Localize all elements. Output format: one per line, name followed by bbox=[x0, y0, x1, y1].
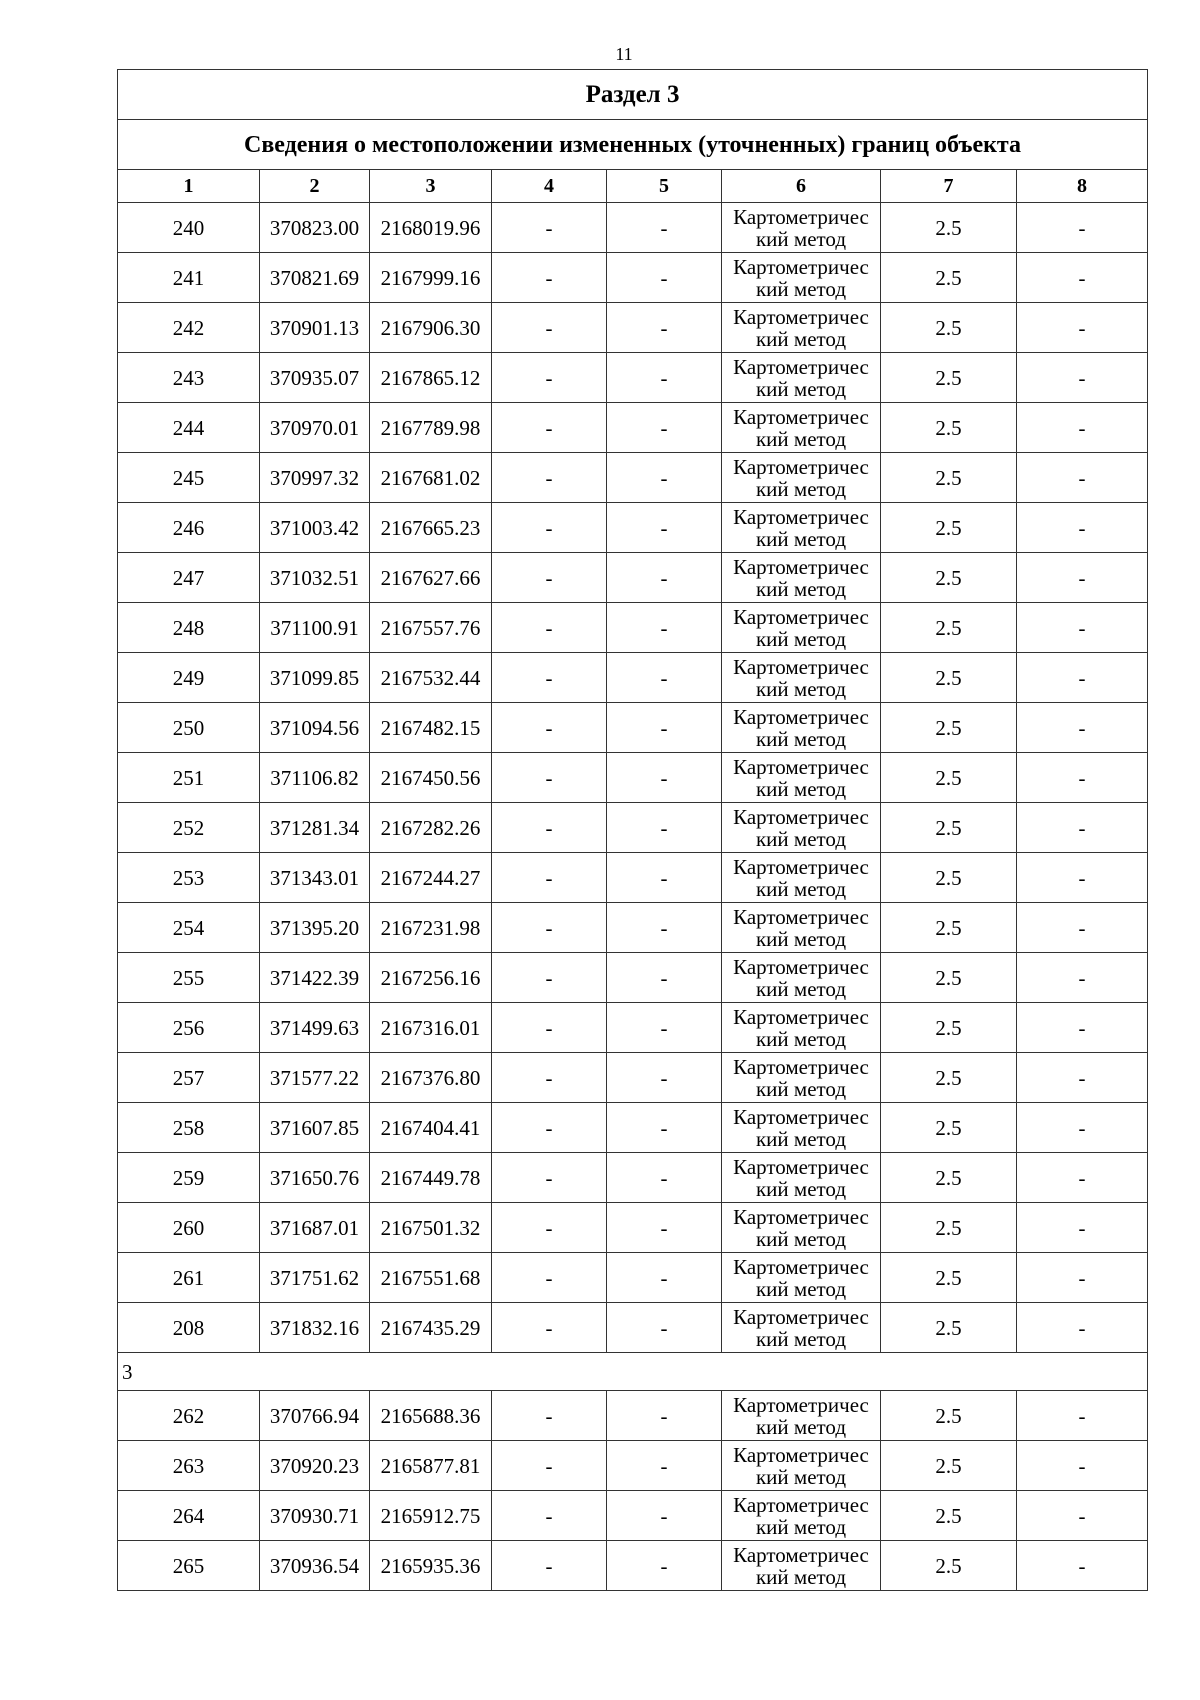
point-number: 260 bbox=[118, 1203, 260, 1253]
table-row bbox=[118, 1103, 1148, 1153]
coord-y: 2168019.96 bbox=[370, 203, 492, 253]
col-8-value: - bbox=[1017, 1203, 1148, 1253]
point-number: 256 bbox=[118, 1003, 260, 1053]
coord-y: 2167551.68 bbox=[370, 1253, 492, 1303]
table-row bbox=[118, 353, 1148, 403]
col-4-value: - bbox=[492, 853, 607, 903]
contour-row bbox=[118, 1353, 1148, 1391]
point-number: 254 bbox=[118, 903, 260, 953]
col-4-value: - bbox=[492, 1253, 607, 1303]
coord-y: 2165877.81 bbox=[370, 1441, 492, 1491]
column-number: 5 bbox=[607, 170, 722, 203]
point-number: 240 bbox=[118, 203, 260, 253]
table-row bbox=[118, 253, 1148, 303]
col-4-value: - bbox=[492, 1391, 607, 1441]
coordinates-table bbox=[117, 69, 1148, 1591]
accuracy: 2.5 bbox=[881, 1153, 1017, 1203]
coord-x: 371687.01 bbox=[260, 1203, 370, 1253]
point-number: 257 bbox=[118, 1053, 260, 1103]
col-5-value: - bbox=[607, 503, 722, 553]
accuracy: 2.5 bbox=[881, 1303, 1017, 1353]
method: Картометричес кий метод bbox=[722, 353, 881, 403]
point-number: 253 bbox=[118, 853, 260, 903]
method: Картометричес кий метод bbox=[722, 803, 881, 853]
col-4-value: - bbox=[492, 1053, 607, 1103]
col-5-value: - bbox=[607, 1003, 722, 1053]
coord-y: 2167999.16 bbox=[370, 253, 492, 303]
coord-y: 2167449.78 bbox=[370, 1153, 492, 1203]
method: Картометричес кий метод bbox=[722, 953, 881, 1003]
col-5-value: - bbox=[607, 1303, 722, 1353]
col-5-value: - bbox=[607, 1203, 722, 1253]
coord-y: 2167482.15 bbox=[370, 703, 492, 753]
col-8-value: - bbox=[1017, 203, 1148, 253]
point-number: 241 bbox=[118, 253, 260, 303]
col-5-value: - bbox=[607, 753, 722, 803]
col-5-value: - bbox=[607, 1491, 722, 1541]
coord-y: 2167501.32 bbox=[370, 1203, 492, 1253]
coord-x: 370821.69 bbox=[260, 253, 370, 303]
accuracy: 2.5 bbox=[881, 553, 1017, 603]
column-number-row bbox=[118, 170, 1148, 203]
column-number: 6 bbox=[722, 170, 881, 203]
accuracy: 2.5 bbox=[881, 1441, 1017, 1491]
point-number: 259 bbox=[118, 1153, 260, 1203]
col-4-value: - bbox=[492, 1541, 607, 1591]
coord-y: 2167681.02 bbox=[370, 453, 492, 503]
accuracy: 2.5 bbox=[881, 1541, 1017, 1591]
point-number: 258 bbox=[118, 1103, 260, 1153]
point-number: 248 bbox=[118, 603, 260, 653]
coord-x: 370823.00 bbox=[260, 203, 370, 253]
col-4-value: - bbox=[492, 1303, 607, 1353]
point-number: 243 bbox=[118, 353, 260, 403]
table-row bbox=[118, 1441, 1148, 1491]
table-row bbox=[118, 1053, 1148, 1103]
coord-y: 2167532.44 bbox=[370, 653, 492, 703]
point-number: 249 bbox=[118, 653, 260, 703]
col-8-value: - bbox=[1017, 1541, 1148, 1591]
col-5-value: - bbox=[607, 403, 722, 453]
coord-y: 2167865.12 bbox=[370, 353, 492, 403]
method: Картометричес кий метод bbox=[722, 453, 881, 503]
coord-x: 371499.63 bbox=[260, 1003, 370, 1053]
col-4-value: - bbox=[492, 503, 607, 553]
coord-x: 371343.01 bbox=[260, 853, 370, 903]
point-number: 251 bbox=[118, 753, 260, 803]
accuracy: 2.5 bbox=[881, 753, 1017, 803]
col-8-value: - bbox=[1017, 953, 1148, 1003]
table-row bbox=[118, 803, 1148, 853]
table-row bbox=[118, 653, 1148, 703]
accuracy: 2.5 bbox=[881, 1391, 1017, 1441]
col-5-value: - bbox=[607, 953, 722, 1003]
accuracy: 2.5 bbox=[881, 1003, 1017, 1053]
col-8-value: - bbox=[1017, 1441, 1148, 1491]
col-8-value: - bbox=[1017, 1253, 1148, 1303]
method: Картометричес кий метод bbox=[722, 1491, 881, 1541]
table-row bbox=[118, 1153, 1148, 1203]
col-4-value: - bbox=[492, 453, 607, 503]
col-4-value: - bbox=[492, 603, 607, 653]
col-8-value: - bbox=[1017, 253, 1148, 303]
coord-x: 371099.85 bbox=[260, 653, 370, 703]
accuracy: 2.5 bbox=[881, 1053, 1017, 1103]
coord-x: 371422.39 bbox=[260, 953, 370, 1003]
col-8-value: - bbox=[1017, 703, 1148, 753]
column-number: 4 bbox=[492, 170, 607, 203]
coord-y: 2167231.98 bbox=[370, 903, 492, 953]
col-8-value: - bbox=[1017, 403, 1148, 453]
col-5-value: - bbox=[607, 853, 722, 903]
coord-x: 370901.13 bbox=[260, 303, 370, 353]
accuracy: 2.5 bbox=[881, 853, 1017, 903]
col-5-value: - bbox=[607, 1053, 722, 1103]
accuracy: 2.5 bbox=[881, 1253, 1017, 1303]
table-row bbox=[118, 553, 1148, 603]
point-number: 255 bbox=[118, 953, 260, 1003]
col-4-value: - bbox=[492, 753, 607, 803]
point-number: 264 bbox=[118, 1491, 260, 1541]
column-number: 1 bbox=[118, 170, 260, 203]
column-number: 3 bbox=[370, 170, 492, 203]
col-4-value: - bbox=[492, 1003, 607, 1053]
coord-y: 2167316.01 bbox=[370, 1003, 492, 1053]
col-8-value: - bbox=[1017, 853, 1148, 903]
method: Картометричес кий метод bbox=[722, 253, 881, 303]
method: Картометричес кий метод bbox=[722, 903, 881, 953]
coord-y: 2167627.66 bbox=[370, 553, 492, 603]
coord-x: 371106.82 bbox=[260, 753, 370, 803]
table-row bbox=[118, 953, 1148, 1003]
col-4-value: - bbox=[492, 1153, 607, 1203]
coord-x: 371395.20 bbox=[260, 903, 370, 953]
method: Картометричес кий метод bbox=[722, 1203, 881, 1253]
accuracy: 2.5 bbox=[881, 403, 1017, 453]
col-8-value: - bbox=[1017, 1153, 1148, 1203]
method: Картометричес кий метод bbox=[722, 1253, 881, 1303]
method: Картометричес кий метод bbox=[722, 1441, 881, 1491]
col-5-value: - bbox=[607, 253, 722, 303]
point-number: 245 bbox=[118, 453, 260, 503]
table-row bbox=[118, 753, 1148, 803]
method: Картометричес кий метод bbox=[722, 1003, 881, 1053]
method: Картометричес кий метод bbox=[722, 1303, 881, 1353]
accuracy: 2.5 bbox=[881, 353, 1017, 403]
coord-x: 370936.54 bbox=[260, 1541, 370, 1591]
col-5-value: - bbox=[607, 1541, 722, 1591]
col-5-value: - bbox=[607, 453, 722, 503]
coord-x: 371094.56 bbox=[260, 703, 370, 753]
accuracy: 2.5 bbox=[881, 1203, 1017, 1253]
col-4-value: - bbox=[492, 303, 607, 353]
col-4-value: - bbox=[492, 803, 607, 853]
table-row bbox=[118, 1541, 1148, 1591]
col-4-value: - bbox=[492, 203, 607, 253]
method: Картометричес кий метод bbox=[722, 853, 881, 903]
table-row bbox=[118, 503, 1148, 553]
col-4-value: - bbox=[492, 1203, 607, 1253]
coord-y: 2167282.26 bbox=[370, 803, 492, 853]
coord-x: 371577.22 bbox=[260, 1053, 370, 1103]
col-4-value: - bbox=[492, 1441, 607, 1491]
col-5-value: - bbox=[607, 1103, 722, 1153]
method: Картометричес кий метод bbox=[722, 303, 881, 353]
col-5-value: - bbox=[607, 653, 722, 703]
coord-y: 2167665.23 bbox=[370, 503, 492, 553]
method: Картометричес кий метод bbox=[722, 1053, 881, 1103]
point-number: 246 bbox=[118, 503, 260, 553]
col-5-value: - bbox=[607, 603, 722, 653]
point-number: 262 bbox=[118, 1391, 260, 1441]
col-5-value: - bbox=[607, 1441, 722, 1491]
point-number: 244 bbox=[118, 403, 260, 453]
coord-x: 371281.34 bbox=[260, 803, 370, 853]
accuracy: 2.5 bbox=[881, 303, 1017, 353]
table-row bbox=[118, 603, 1148, 653]
coord-x: 370766.94 bbox=[260, 1391, 370, 1441]
coord-x: 370935.07 bbox=[260, 353, 370, 403]
coord-y: 2167789.98 bbox=[370, 403, 492, 453]
coord-y: 2167450.56 bbox=[370, 753, 492, 803]
point-number: 261 bbox=[118, 1253, 260, 1303]
method: Картометричес кий метод bbox=[722, 203, 881, 253]
col-5-value: - bbox=[607, 903, 722, 953]
contour-number: 3 bbox=[118, 1353, 1148, 1391]
column-number: 8 bbox=[1017, 170, 1148, 203]
accuracy: 2.5 bbox=[881, 453, 1017, 503]
col-5-value: - bbox=[607, 553, 722, 603]
point-number: 242 bbox=[118, 303, 260, 353]
table-row bbox=[118, 1003, 1148, 1053]
table-row bbox=[118, 1303, 1148, 1353]
table-row bbox=[118, 853, 1148, 903]
point-number: 208 bbox=[118, 1303, 260, 1353]
point-number: 250 bbox=[118, 703, 260, 753]
section-subtitle: Сведения о местоположении измененных (уточненных) границ объекта bbox=[118, 120, 1148, 170]
col-8-value: - bbox=[1017, 353, 1148, 403]
coord-y: 2167906.30 bbox=[370, 303, 492, 353]
coord-y: 2167256.16 bbox=[370, 953, 492, 1003]
coord-x: 371607.85 bbox=[260, 1103, 370, 1153]
table-row bbox=[118, 1391, 1148, 1441]
column-number: 2 bbox=[260, 170, 370, 203]
table-row bbox=[118, 403, 1148, 453]
coord-y: 2167557.76 bbox=[370, 603, 492, 653]
col-8-value: - bbox=[1017, 553, 1148, 603]
accuracy: 2.5 bbox=[881, 603, 1017, 653]
col-8-value: - bbox=[1017, 303, 1148, 353]
coord-y: 2167404.41 bbox=[370, 1103, 492, 1153]
method: Картометричес кий метод bbox=[722, 703, 881, 753]
accuracy: 2.5 bbox=[881, 1491, 1017, 1541]
coord-x: 370997.32 bbox=[260, 453, 370, 503]
coord-y: 2167435.29 bbox=[370, 1303, 492, 1353]
column-number: 7 bbox=[881, 170, 1017, 203]
coord-y: 2167376.80 bbox=[370, 1053, 492, 1103]
point-number: 247 bbox=[118, 553, 260, 603]
coord-x: 371751.62 bbox=[260, 1253, 370, 1303]
col-8-value: - bbox=[1017, 603, 1148, 653]
table-row bbox=[118, 903, 1148, 953]
method: Картометричес кий метод bbox=[722, 403, 881, 453]
table-row bbox=[118, 1491, 1148, 1541]
method: Картометричес кий метод bbox=[722, 1391, 881, 1441]
col-5-value: - bbox=[607, 353, 722, 403]
col-8-value: - bbox=[1017, 1003, 1148, 1053]
col-5-value: - bbox=[607, 203, 722, 253]
method: Картометричес кий метод bbox=[722, 1541, 881, 1591]
coord-x: 371832.16 bbox=[260, 1303, 370, 1353]
col-8-value: - bbox=[1017, 803, 1148, 853]
col-8-value: - bbox=[1017, 1103, 1148, 1153]
accuracy: 2.5 bbox=[881, 253, 1017, 303]
accuracy: 2.5 bbox=[881, 653, 1017, 703]
method: Картометричес кий метод bbox=[722, 653, 881, 703]
coord-x: 371032.51 bbox=[260, 553, 370, 603]
col-8-value: - bbox=[1017, 1053, 1148, 1103]
col-5-value: - bbox=[607, 1391, 722, 1441]
accuracy: 2.5 bbox=[881, 953, 1017, 1003]
col-8-value: - bbox=[1017, 1303, 1148, 1353]
coord-x: 371650.76 bbox=[260, 1153, 370, 1203]
col-5-value: - bbox=[607, 703, 722, 753]
col-4-value: - bbox=[492, 653, 607, 703]
accuracy: 2.5 bbox=[881, 803, 1017, 853]
method: Картометричес кий метод bbox=[722, 1103, 881, 1153]
table-row bbox=[118, 703, 1148, 753]
accuracy: 2.5 bbox=[881, 503, 1017, 553]
section-title: Раздел 3 bbox=[118, 70, 1148, 120]
col-8-value: - bbox=[1017, 503, 1148, 553]
coord-x: 371003.42 bbox=[260, 503, 370, 553]
coord-x: 370920.23 bbox=[260, 1441, 370, 1491]
method: Картометричес кий метод bbox=[722, 753, 881, 803]
col-8-value: - bbox=[1017, 1391, 1148, 1441]
table-row bbox=[118, 203, 1148, 253]
point-number: 252 bbox=[118, 803, 260, 853]
method: Картометричес кий метод bbox=[722, 503, 881, 553]
col-5-value: - bbox=[607, 1253, 722, 1303]
col-4-value: - bbox=[492, 1103, 607, 1153]
col-5-value: - bbox=[607, 1153, 722, 1203]
col-4-value: - bbox=[492, 253, 607, 303]
table-row bbox=[118, 1253, 1148, 1303]
col-8-value: - bbox=[1017, 453, 1148, 503]
col-4-value: - bbox=[492, 403, 607, 453]
table-row bbox=[118, 303, 1148, 353]
coord-y: 2165935.36 bbox=[370, 1541, 492, 1591]
col-4-value: - bbox=[492, 953, 607, 1003]
method: Картометричес кий метод bbox=[722, 603, 881, 653]
col-8-value: - bbox=[1017, 653, 1148, 703]
table-row bbox=[118, 1203, 1148, 1253]
col-8-value: - bbox=[1017, 1491, 1148, 1541]
page-number: 11 bbox=[615, 44, 633, 64]
col-5-value: - bbox=[607, 803, 722, 853]
col-4-value: - bbox=[492, 703, 607, 753]
point-number: 265 bbox=[118, 1541, 260, 1591]
accuracy: 2.5 bbox=[881, 703, 1017, 753]
method: Картометричес кий метод bbox=[722, 1153, 881, 1203]
col-4-value: - bbox=[492, 903, 607, 953]
coord-y: 2165688.36 bbox=[370, 1391, 492, 1441]
coord-y: 2165912.75 bbox=[370, 1491, 492, 1541]
accuracy: 2.5 bbox=[881, 203, 1017, 253]
coord-x: 370930.71 bbox=[260, 1491, 370, 1541]
coord-x: 371100.91 bbox=[260, 603, 370, 653]
table-row bbox=[118, 453, 1148, 503]
method: Картометричес кий метод bbox=[722, 553, 881, 603]
col-5-value: - bbox=[607, 303, 722, 353]
point-number: 263 bbox=[118, 1441, 260, 1491]
col-8-value: - bbox=[1017, 753, 1148, 803]
col-4-value: - bbox=[492, 353, 607, 403]
col-4-value: - bbox=[492, 1491, 607, 1541]
accuracy: 2.5 bbox=[881, 1103, 1017, 1153]
col-4-value: - bbox=[492, 553, 607, 603]
accuracy: 2.5 bbox=[881, 903, 1017, 953]
coord-x: 370970.01 bbox=[260, 403, 370, 453]
coord-y: 2167244.27 bbox=[370, 853, 492, 903]
col-8-value: - bbox=[1017, 903, 1148, 953]
